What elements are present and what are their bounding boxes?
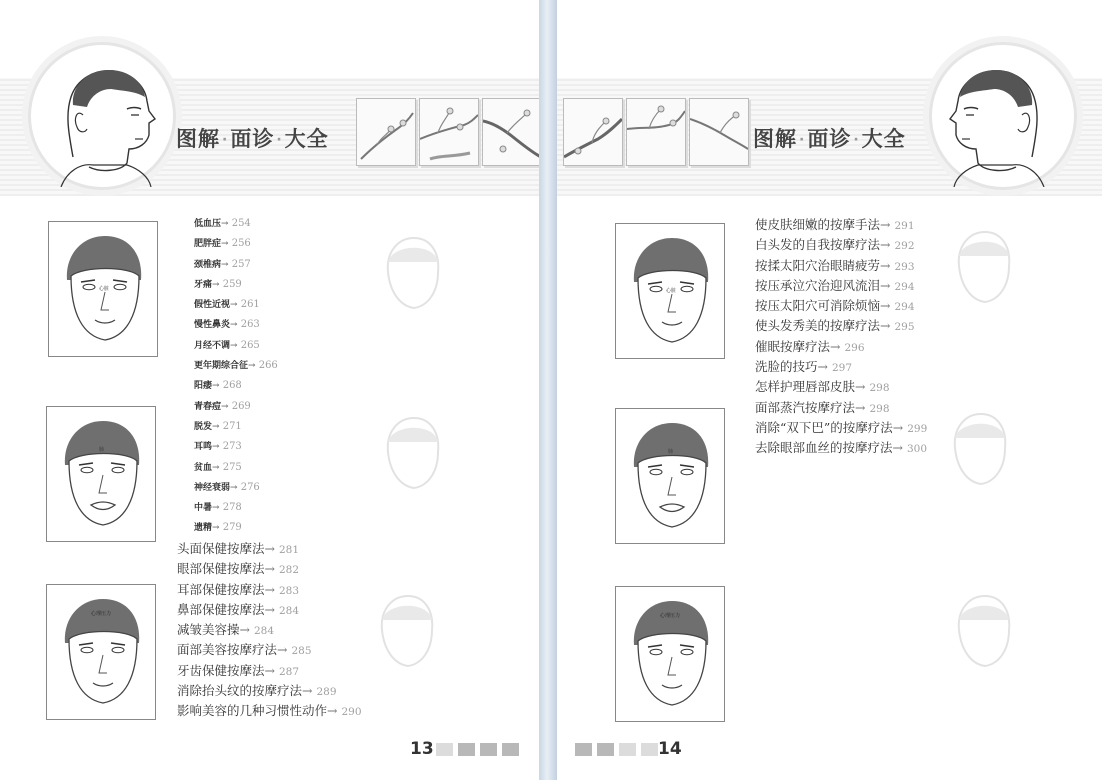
arrow-icon: → [817, 359, 828, 375]
toc-item-title: 白头发的自我按摩疗法 [755, 237, 881, 253]
toc-item-title: 神经衰弱 [194, 482, 231, 493]
toc-item-page: 300 [906, 443, 928, 456]
decor-square [436, 743, 453, 756]
face-diagram [615, 586, 725, 722]
arrow-icon: → [212, 462, 220, 473]
portrait-circle [28, 42, 176, 190]
toc-item[interactable] [194, 336, 278, 356]
toc-item-page: 292 [894, 240, 915, 253]
toc-item-title: 颈椎病 [194, 259, 222, 270]
toc-item[interactable] [194, 315, 278, 335]
arrow-icon: → [880, 257, 891, 273]
toc-item-title: 洗脸的技巧 [755, 359, 818, 375]
toc-item[interactable] [194, 255, 278, 275]
toc-item-page: 297 [831, 362, 853, 375]
decor-square [458, 743, 475, 756]
toc-item[interactable] [177, 559, 362, 579]
title-separator: · [853, 132, 860, 148]
face-label: 心脏 [99, 286, 110, 292]
title-separator: · [276, 132, 283, 148]
arrow-icon: → [221, 401, 229, 412]
toc-item-page: 299 [907, 422, 928, 435]
toc-item-title: 耳鸣 [194, 442, 213, 453]
face-diagram [46, 406, 156, 542]
toc-item[interactable] [177, 620, 362, 640]
decor-square [575, 743, 592, 756]
toc-item-page: 294 [894, 280, 915, 293]
toc-item[interactable] [755, 256, 927, 276]
toc-item[interactable] [194, 234, 278, 254]
title-separator: · [799, 132, 806, 148]
page-number: 13 [410, 739, 434, 759]
arrow-icon: → [277, 642, 288, 658]
decor-square [619, 743, 636, 756]
face-diagram-icon [616, 587, 724, 721]
title-separator: · [222, 132, 229, 148]
toc-item[interactable] [194, 437, 278, 457]
ghost-face-icon [372, 590, 442, 670]
arrow-icon: → [880, 298, 891, 314]
right-page [557, 0, 1102, 780]
toc-item-title: 肥胖症 [194, 239, 222, 250]
toc-item[interactable] [755, 438, 927, 458]
toc-item[interactable] [177, 681, 362, 701]
toc-item[interactable] [177, 539, 362, 559]
toc-item-page: 265 [240, 339, 260, 351]
decor-square [480, 743, 497, 756]
decor-square [502, 743, 519, 756]
toc-item-page: 276 [240, 481, 260, 493]
toc-item-page: 291 [894, 220, 915, 232]
arrow-icon: → [855, 399, 866, 415]
face-label: 心理压力 [91, 611, 112, 617]
toc-item-title: 低血压 [194, 219, 222, 229]
face-diagram-icon [616, 409, 724, 543]
toc-item[interactable] [755, 316, 927, 336]
ghost-face-icon [949, 590, 1019, 670]
left-page [0, 0, 539, 780]
toc-item-page: 269 [231, 400, 251, 412]
toc-item-page: 289 [316, 686, 337, 699]
toc-item[interactable] [177, 661, 362, 681]
toc-item-title: 牙齿保健按摩法 [177, 662, 265, 678]
toc-small-list [194, 214, 278, 539]
toc-item-page: 257 [231, 258, 251, 270]
toc-item[interactable] [194, 275, 278, 295]
arrow-icon: → [221, 239, 229, 250]
toc-item-page: 298 [869, 382, 890, 395]
toc-item-title: 青春痘 [194, 401, 222, 412]
title-part: 大全 [284, 127, 329, 151]
arrow-icon: → [212, 279, 220, 290]
toc-item-page: 283 [278, 584, 300, 597]
toc-item-title: 假性近视 [194, 300, 231, 311]
toc-item-page: 279 [222, 522, 242, 534]
toc-item-title: 中暑 [194, 503, 213, 514]
plum-branch-icon [564, 99, 622, 165]
toc-item[interactable] [755, 215, 927, 235]
toc-item-title: 去除眼部血丝的按摩疗法 [755, 440, 893, 456]
man-profile-icon [31, 45, 173, 187]
toc-right-list [755, 215, 927, 459]
toc-item[interactable] [194, 295, 278, 315]
face-label: 心脏 [666, 288, 677, 294]
page-number-squares [575, 743, 658, 756]
toc-item-title: 使皮肤细嫩的按摩手法 [755, 217, 881, 232]
plum-branch-icon [420, 99, 478, 165]
arrow-icon: → [302, 683, 313, 699]
arrow-icon: → [264, 581, 275, 597]
title-part: 大全 [861, 127, 906, 151]
plum-blossom-panel [626, 98, 686, 166]
toc-item-title: 月经不调 [194, 340, 231, 351]
toc-item[interactable] [755, 398, 927, 418]
toc-item-page: 284 [253, 625, 275, 638]
arrow-icon: → [212, 442, 220, 453]
plum-blossom-panels [356, 98, 539, 166]
toc-item-title: 头面保健按摩法 [177, 541, 265, 556]
toc-item-page: 284 [278, 604, 300, 617]
toc-item-title: 按压承泣穴治迎风流泪 [755, 277, 881, 293]
ghost-face-icon [949, 226, 1019, 306]
title-part: 面诊 [230, 127, 275, 151]
toc-item[interactable] [177, 600, 362, 620]
toc-item-page: 298 [869, 402, 890, 415]
title-part: 图解 [753, 127, 797, 151]
arrow-icon: → [221, 259, 229, 270]
arrow-icon: → [212, 503, 220, 514]
arrow-icon: → [230, 320, 238, 331]
title-part: 面诊 [807, 127, 852, 151]
toc-item-title: 消除抬头纹的按摩疗法 [177, 683, 303, 699]
toc-item-title: 阳痿 [194, 381, 213, 392]
toc-item-title: 面部美容按摩疗法 [177, 642, 278, 658]
toc-item-title: 更年期综合征 [194, 361, 249, 372]
ghost-face-icon [378, 232, 448, 312]
toc-item[interactable] [755, 418, 927, 438]
plum-blossom-panel [356, 98, 416, 166]
page-number-squares [436, 743, 519, 756]
arrow-icon: → [221, 219, 229, 229]
toc-item[interactable] [755, 337, 927, 357]
toc-item-page: 287 [278, 665, 300, 678]
toc-item-page: 290 [341, 706, 362, 719]
toc-item[interactable] [177, 701, 362, 721]
plum-branch-icon [690, 99, 748, 165]
arrow-icon: → [880, 318, 891, 334]
toc-item[interactable] [194, 356, 278, 376]
toc-item[interactable] [194, 417, 278, 437]
toc-item-title: 消除“双下巴”的按摩疗法 [755, 419, 893, 435]
toc-item-page: 268 [222, 380, 242, 392]
toc-item-title: 鼻部保健按摩法 [177, 601, 265, 617]
toc-item[interactable] [194, 498, 278, 518]
plum-blossom-panel [689, 98, 749, 166]
toc-item-title: 耳部保健按摩法 [177, 581, 265, 597]
book-spine [539, 0, 557, 780]
arrow-icon: → [892, 419, 904, 435]
toc-item-page: 271 [222, 420, 242, 432]
toc-large-list [177, 539, 362, 722]
plum-branch-icon [627, 99, 685, 165]
toc-item-title: 催眠按摩疗法 [755, 338, 831, 354]
toc-item-title: 牙痛 [194, 279, 213, 290]
toc-item[interactable] [194, 478, 278, 498]
book-title [753, 123, 906, 153]
arrow-icon: → [892, 440, 903, 456]
toc-item[interactable] [194, 376, 278, 396]
toc-item-page: 261 [240, 299, 260, 311]
arrow-icon: → [855, 379, 866, 395]
toc-item-page: 295 [894, 321, 915, 334]
toc-item[interactable] [755, 296, 927, 316]
arrow-icon: → [264, 662, 275, 678]
toc-item-title: 眼部保健按摩法 [177, 561, 265, 577]
plum-branch-icon [357, 99, 415, 165]
toc-item-title: 减皱美容操 [177, 622, 240, 638]
book-title [176, 123, 329, 153]
plum-blossom-panel [563, 98, 623, 166]
arrow-icon: → [230, 482, 238, 493]
toc-item-title: 使头发秀美的按摩疗法 [755, 318, 881, 334]
toc-item-title: 怎样护理唇部皮肤 [755, 379, 856, 395]
toc-item-page: 254 [231, 218, 251, 229]
toc-item-page: 296 [844, 341, 865, 354]
arrow-icon: → [880, 237, 891, 253]
face-diagram-icon [49, 222, 157, 356]
toc-item-page: 293 [894, 260, 915, 273]
face-diagram [48, 221, 158, 357]
toc-item-title: 影响美容的几种习惯性动作 [177, 703, 328, 719]
toc-item-page: 282 [278, 564, 300, 577]
toc-item-page: 281 [278, 544, 300, 556]
toc-item[interactable] [755, 235, 927, 255]
toc-item[interactable] [755, 357, 927, 377]
face-diagram [615, 223, 725, 359]
toc-item-title: 慢性鼻炎 [194, 320, 231, 331]
arrow-icon: → [239, 622, 250, 638]
arrow-icon: → [212, 523, 220, 534]
toc-item-page: 294 [894, 301, 915, 314]
toc-item[interactable] [177, 580, 362, 600]
title-part: 图解 [176, 127, 220, 151]
face-diagram-icon [616, 224, 724, 358]
toc-item-page: 275 [222, 461, 242, 473]
ghost-face-icon [378, 412, 448, 492]
toc-item[interactable] [194, 518, 278, 538]
man-profile-icon [932, 45, 1074, 187]
arrow-icon: → [264, 541, 275, 556]
face-diagram [46, 584, 156, 720]
toc-item-title: 遗精 [194, 523, 213, 534]
face-label: 肺 [99, 447, 105, 453]
decor-square [641, 743, 658, 756]
toc-item-page: 266 [258, 360, 278, 372]
arrow-icon: → [264, 561, 275, 577]
toc-item-page: 278 [222, 502, 242, 514]
arrow-icon: → [327, 703, 338, 719]
arrow-icon: → [248, 361, 256, 372]
arrow-icon: → [230, 300, 238, 311]
face-diagram-icon [47, 407, 155, 541]
ghost-face-icon [945, 408, 1015, 488]
toc-item-page: 256 [231, 238, 251, 250]
arrow-icon: → [264, 601, 275, 617]
toc-item-title: 贫血 [194, 462, 213, 473]
toc-item-page: 285 [291, 645, 312, 658]
plum-blossom-panel [482, 98, 539, 166]
face-label: 心理压力 [660, 613, 681, 619]
arrow-icon: → [880, 217, 891, 232]
toc-item-page: 273 [222, 441, 242, 453]
toc-item[interactable] [194, 397, 278, 417]
arrow-icon: → [230, 340, 238, 351]
toc-item[interactable] [755, 377, 927, 397]
toc-item-page: 263 [240, 319, 260, 331]
toc-item-page: 259 [222, 278, 242, 290]
plum-blossom-panels [563, 98, 749, 166]
face-label: 肺 [668, 449, 674, 455]
toc-item[interactable] [194, 458, 278, 478]
arrow-icon: → [212, 421, 220, 432]
toc-item[interactable] [194, 214, 278, 234]
plum-blossom-panel [419, 98, 479, 166]
toc-item-title: 按压太阳穴可消除烦恼 [755, 298, 881, 314]
portrait-circle [929, 42, 1077, 190]
toc-item[interactable] [177, 640, 362, 660]
toc-item-title: 脱发 [194, 421, 213, 432]
face-diagram-icon [47, 585, 155, 719]
toc-item[interactable] [755, 276, 927, 296]
face-diagram [615, 408, 725, 544]
toc-item-title: 面部蒸汽按摩疗法 [755, 399, 856, 415]
page-number: 14 [658, 739, 682, 759]
toc-item-title: 按揉太阳穴治眼睛疲劳 [755, 257, 881, 273]
plum-branch-icon [483, 99, 539, 165]
arrow-icon: → [830, 338, 841, 354]
arrow-icon: → [212, 381, 220, 392]
arrow-icon: → [880, 277, 891, 293]
decor-square [597, 743, 614, 756]
